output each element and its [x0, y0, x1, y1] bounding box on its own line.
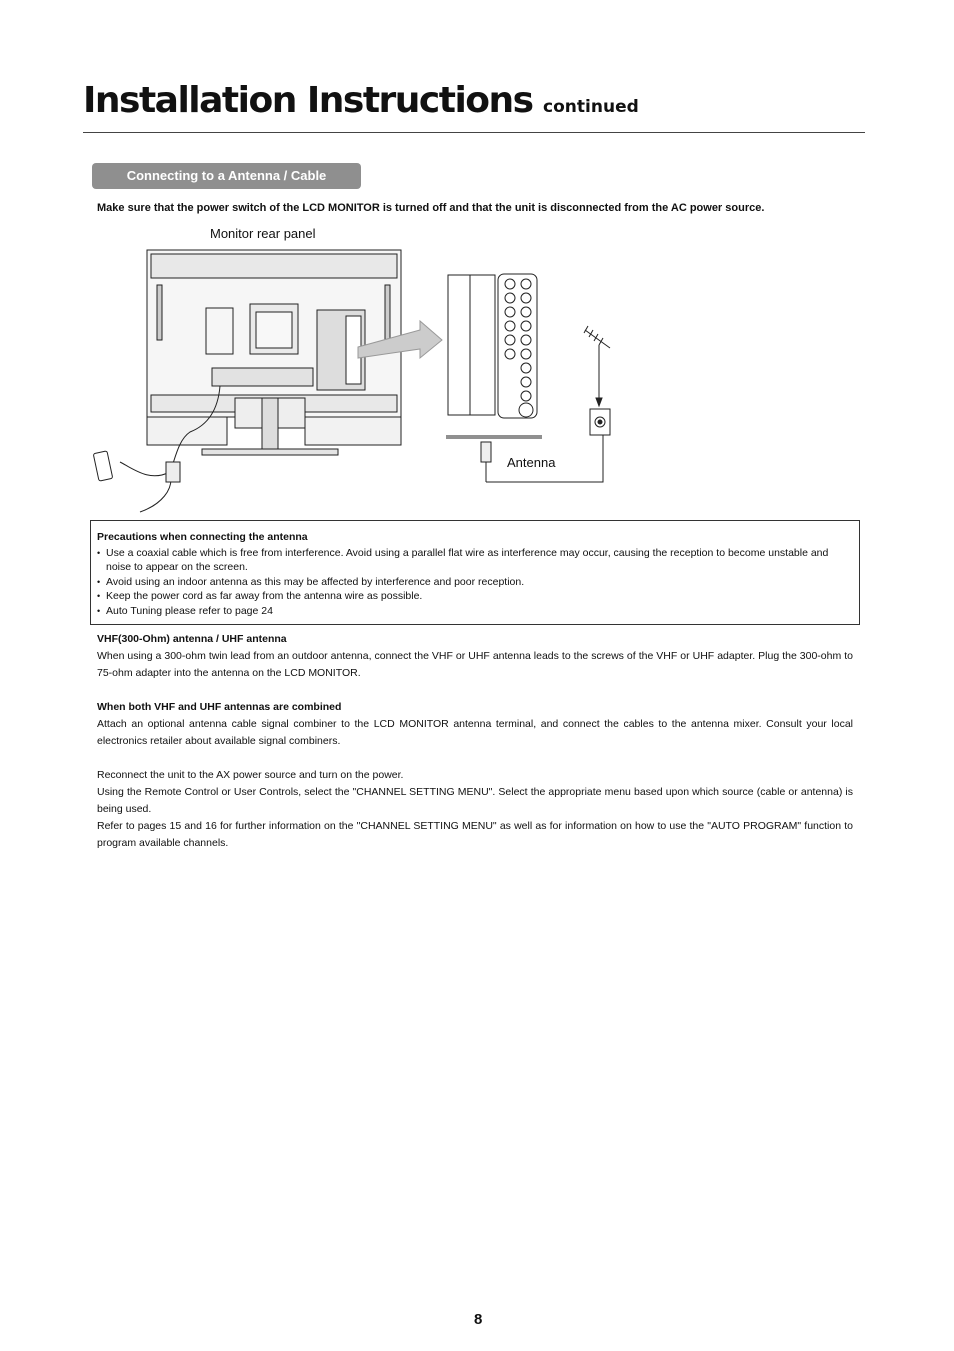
port-circle: [505, 349, 515, 359]
port-circle: [505, 335, 515, 345]
precautions-list: [97, 546, 851, 619]
title-main: Installation Instructions: [83, 80, 533, 121]
monitor-rear-panel-label: Monitor rear panel: [210, 226, 316, 241]
port-circle: [521, 279, 531, 289]
port-circle: [505, 293, 515, 303]
closing-section: [97, 767, 853, 852]
combined-section: [97, 699, 853, 750]
port-circle: [521, 321, 531, 331]
port-circle: [519, 403, 533, 417]
precaution-item: • Auto Tuning please refer to page 24: [97, 604, 851, 619]
port-circle: [521, 293, 531, 303]
combined-text: Attach an optional antenna cable signal combiner to the LCD MONITOR antenna terminal, and connect the cables to the antenna mixer. Consult your local electronics retailer about available signal combiners.: [97, 718, 853, 747]
port-circle: [521, 349, 531, 359]
port-circle: [505, 307, 515, 317]
port-circle: [521, 377, 531, 387]
port-circle: [521, 307, 531, 317]
port-circle: [521, 391, 531, 401]
vhf-section: [97, 631, 853, 682]
antenna-label: Antenna: [507, 455, 556, 470]
section-heading: Connecting to a Antenna / Cable: [92, 163, 361, 189]
precautions-box: [90, 520, 860, 625]
power-warning: Make sure that the power switch of the LCD MONITOR is turned off and that the unit is disconnected from the AC power source.: [97, 202, 765, 214]
page-number: 8: [474, 1311, 483, 1328]
port-circle: [521, 335, 531, 345]
title-divider: [83, 132, 865, 133]
precaution-item: • Keep the power cord as far away from the antenna wire as possible.: [97, 589, 851, 604]
combined-heading: When both VHF and UHF antennas are combined: [97, 701, 342, 713]
precautions-title: Precautions when connecting the antenna: [97, 531, 308, 543]
closing-line-2: Using the Remote Control or User Controls, select the "CHANNEL SETTING MENU". Select the appropriate menu based upon which source (cable or antenna) is being used.: [97, 786, 853, 815]
vhf-heading: VHF(300-Ohm) antenna / UHF antenna: [97, 633, 287, 645]
port-circle: [505, 279, 515, 289]
vhf-text: When using a 300-ohm twin lead from an outdoor antenna, connect the VHF or UHF antenna leads to the screws of the VHF or UHF adapter. Plug the 300-ohm to 75-ohm adapter into the antenna on the LCD MONITOR.: [97, 650, 853, 679]
precaution-item: • Use a coaxial cable which is free from interference. Avoid using a parallel flat wire as interference may occur, causing the reception to become unstable and noise to appear on the screen.: [97, 546, 851, 575]
connection-diagram: [90, 220, 650, 515]
precaution-item: • Avoid using an indoor antenna as this may be affected by interference and poor reception.: [97, 575, 851, 590]
port-circle: [521, 363, 531, 373]
title-subtitle: continued: [543, 97, 639, 117]
connection-illustration: [90, 220, 650, 515]
closing-line-1: Reconnect the unit to the AX power source and turn on the power.: [97, 769, 404, 781]
closing-line-3: Refer to pages 15 and 16 for further information on the "CHANNEL SETTING MENU" as well as for information on how to use the "AUTO PROGRAM" function to program available channels.: [97, 820, 853, 849]
port-circle: [505, 321, 515, 331]
page-title: [83, 80, 639, 121]
